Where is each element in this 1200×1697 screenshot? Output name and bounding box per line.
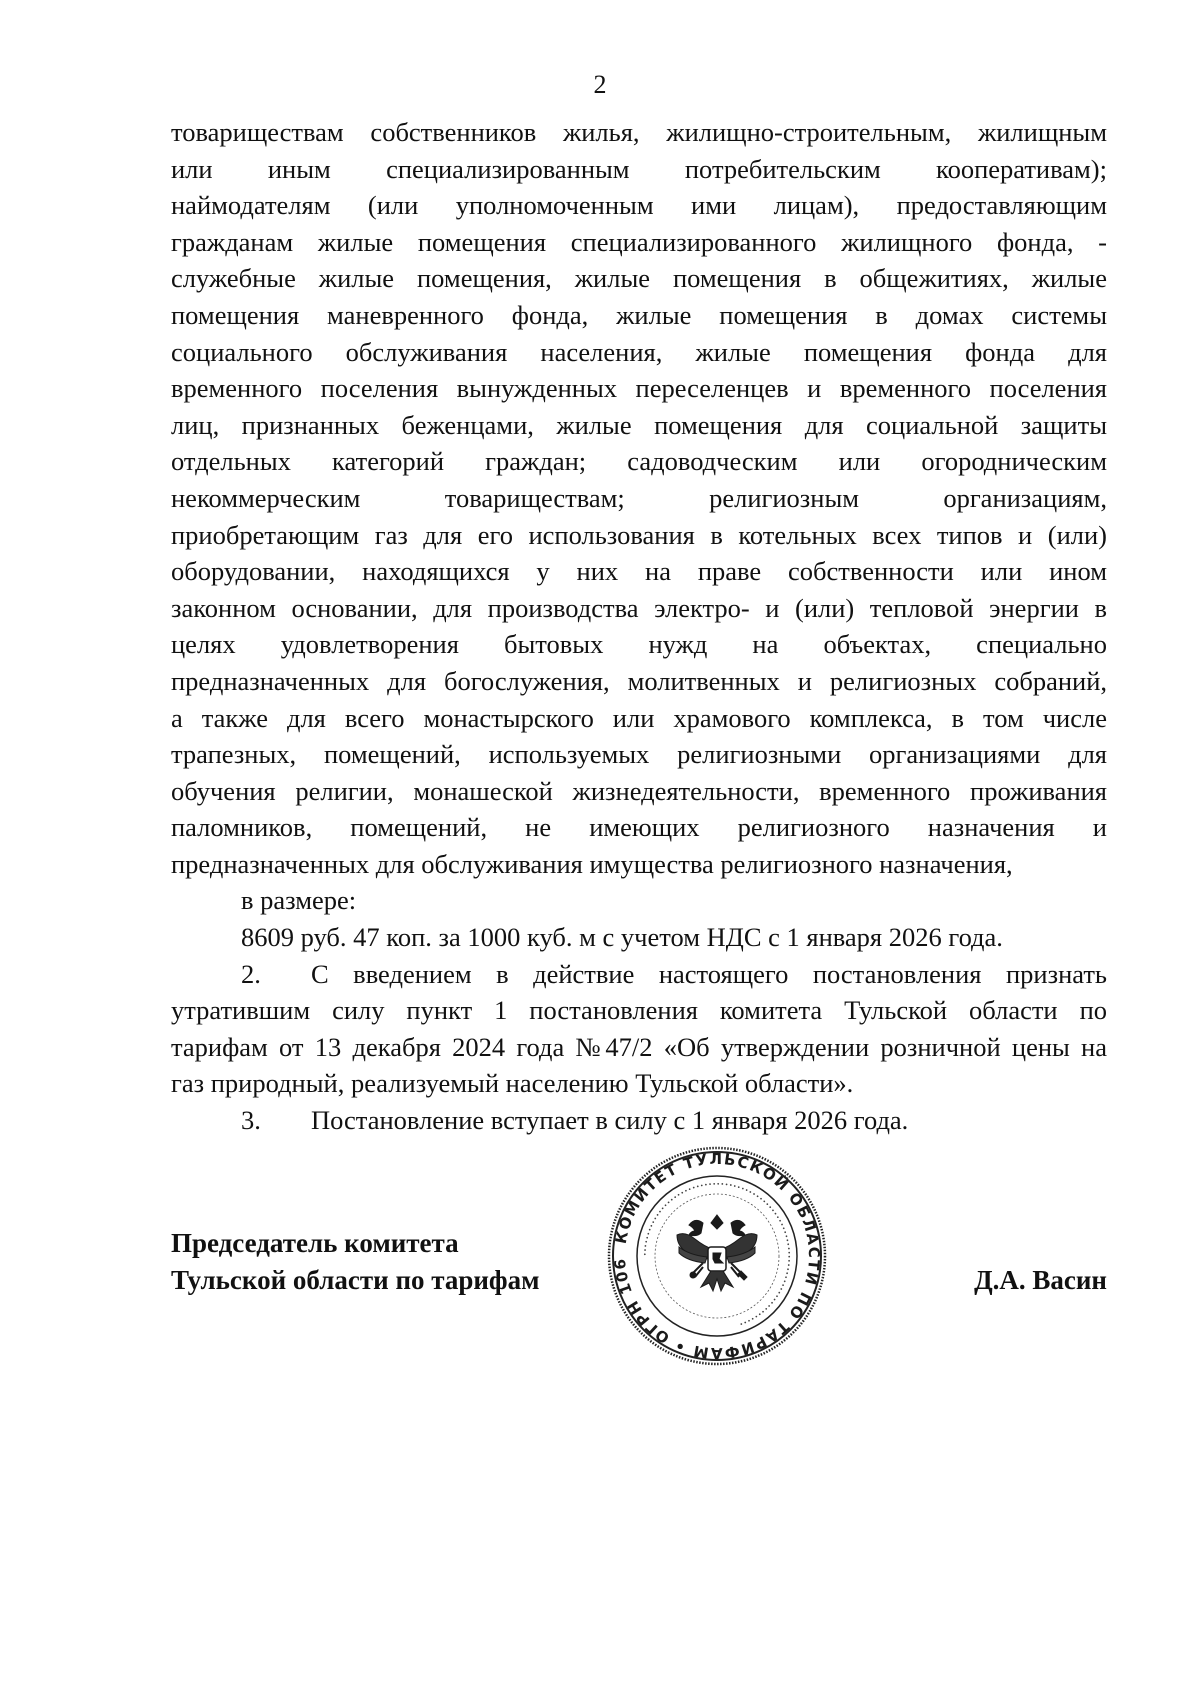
paragraph-recipients <box>171 114 1107 882</box>
text-line: наймодателям (или уполномоченным ими лицам), предоставляющим <box>171 190 1107 221</box>
text-line: предназначенных для обслуживания имущества религиозного назначения, <box>171 848 1013 879</box>
text-line: служебные жилые помещения, жилые помещения в общежитиях, жилые <box>171 263 1107 294</box>
text-line: утратившим силу пункт 1 постановления комитета Тульской области по <box>171 995 1107 1026</box>
text-line: газ природный, реализуемый населению Тульской области». <box>171 1068 854 1099</box>
text-line: тарифам от 13 декабря 2024 года №47/2 «Об утверждении розничной цены на <box>171 1031 1107 1062</box>
item-3-number: 3. <box>241 1105 261 1136</box>
text-line: товариществам собственников жилья, жилищно-строительным, жилищным <box>171 117 1107 147</box>
text-line: некоммерческим товариществам; религиозным организациям, <box>171 482 1107 513</box>
item-2-first-line <box>171 956 1107 993</box>
item-3-text: Постановление вступает в силу с 1 января 2026 года. <box>311 1105 909 1136</box>
signature-block <box>171 1225 1107 1375</box>
size-label: в размере: <box>241 885 357 916</box>
svg-text:КОМИТЕТ ТУЛЬСКОЙ ОБЛАСТИ ПО ТА: КОМИТЕТ ТУЛЬСКОЙ ОБЛАСТИ ПО ТАРИФАМ • ОГРН 106 <box>610 1149 824 1363</box>
item-3 <box>171 1102 1107 1139</box>
text-line: а также для всего монастырского или храмового комплекса, в том числе <box>171 702 1107 733</box>
signatory-title-line-2: Тульской области по тарифам <box>171 1265 540 1295</box>
text-line: целях удовлетворения бытовых нужд на объектах, специально <box>171 629 1107 660</box>
text-line: лиц, признанных беженцами, жилые помещения для социальной защиты <box>171 409 1107 440</box>
item-2 <box>171 956 1107 1102</box>
text-line: отдельных категорий граждан; садоводческим или огородническим <box>171 446 1107 477</box>
item-2-first-text: С введением в действие настоящего постановления признать <box>311 958 1107 989</box>
text-line: трапезных, помещений, используемых религиозными организациями для <box>171 739 1107 770</box>
svg-text:••••••••••••••••••••••••••••••: •••••••••••••••••••••••••••••••••••••••••••••••••••••••••••••••••••••••••••• <box>641 1180 793 1328</box>
text-line: социального обслуживания населения, жилые помещения фонда для <box>171 336 1107 367</box>
text-line: гражданам жилые помещения специализированного жилищного фонда, - <box>171 226 1107 257</box>
document-body <box>171 114 1107 1139</box>
signatory-title <box>171 1225 539 1299</box>
text-line: обучения религии, монашеской жизнедеятельности, временного проживания <box>171 775 1107 806</box>
text-line: или иным специализированным потребительским кооперативам); <box>171 153 1107 184</box>
signatory-name: Д.А. Васин <box>974 1265 1107 1295</box>
signatory-title-line-1: Председатель комитета <box>171 1228 459 1258</box>
text-line: паломников, помещений, не имеющих религиозного назначения и <box>171 812 1107 843</box>
text-line: законном основании, для производства электро- и (или) тепловой энергии в <box>171 592 1107 623</box>
text-line: предназначенных для богослужения, молитвенных и религиозных собраний, <box>171 665 1107 696</box>
text-line: помещения маневренного фонда, жилые помещения в домах системы <box>171 299 1107 330</box>
text-line: оборудовании, находящихся у них на праве собственности или ином <box>171 556 1107 587</box>
text-line: приобретающим газ для его использования в котельных всех типов и (или) <box>171 519 1107 550</box>
text-line: временного поселения вынужденных переселенцев и временного поселения <box>171 373 1107 404</box>
price-line: 8609 руб. 47 коп. за 1000 куб. м с учетом НДС с 1 января 2026 года. <box>241 922 1003 953</box>
item-2-number: 2. <box>241 958 261 989</box>
page-number: 2 <box>593 70 607 99</box>
